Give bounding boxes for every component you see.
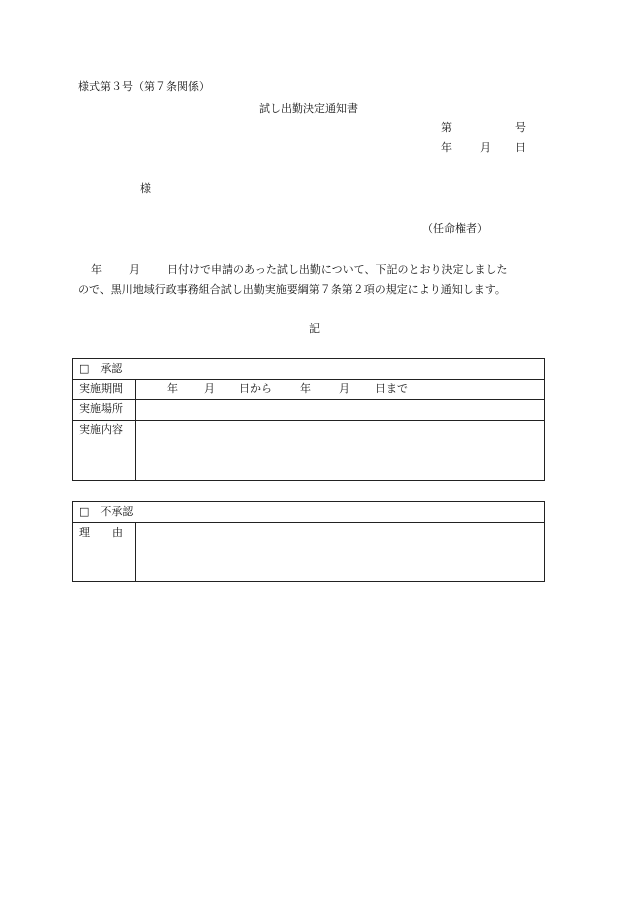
period-month-2: 月 [339,382,350,395]
rejection-row-divider [73,522,544,523]
approval-row-divider-1 [73,379,544,380]
approval-column-divider [135,379,136,480]
body-line2: ので、黒川地域行政事務組合試し出勤実施要綱第７条第２項の規定により通知します。 [78,283,506,296]
number-prefix: 第 [441,121,452,134]
place-label: 実施場所 [79,402,123,415]
document-title: 試し出勤決定通知書 [259,102,358,115]
period-year-2: 年 [300,382,311,395]
period-label: 実施期間 [79,382,123,395]
number-suffix: 号 [515,121,526,134]
period-year-1: 年 [167,382,178,395]
addressee-sama: 様 [140,182,151,195]
appointing-authority: （任命権者） [422,222,488,235]
approval-header: □ 承認 [79,362,123,375]
rejection-table [72,501,545,582]
body-month: 月 [129,263,140,276]
approval-row-divider-2 [73,399,544,400]
period-month-1: 月 [204,382,215,395]
approval-table [72,358,545,481]
period-until: 日まで [375,382,408,395]
approval-row-divider-3 [73,420,544,421]
body-line1: 日付けで申請のあった試し出勤について、下記のとおり決定しました [167,263,508,276]
ki-heading: 記 [309,322,320,335]
reason-label: 理 由 [79,526,123,539]
date-month: 月 [480,141,491,154]
rejection-header: □ 不承認 [79,505,134,518]
date-day: 日 [515,141,526,154]
form-label: 様式第３号（第７条関係） [78,80,210,93]
period-from: 日から [239,382,272,395]
date-year: 年 [441,141,452,154]
body-year: 年 [91,263,102,276]
rejection-column-divider [135,522,136,581]
content-label: 実施内容 [79,423,123,436]
